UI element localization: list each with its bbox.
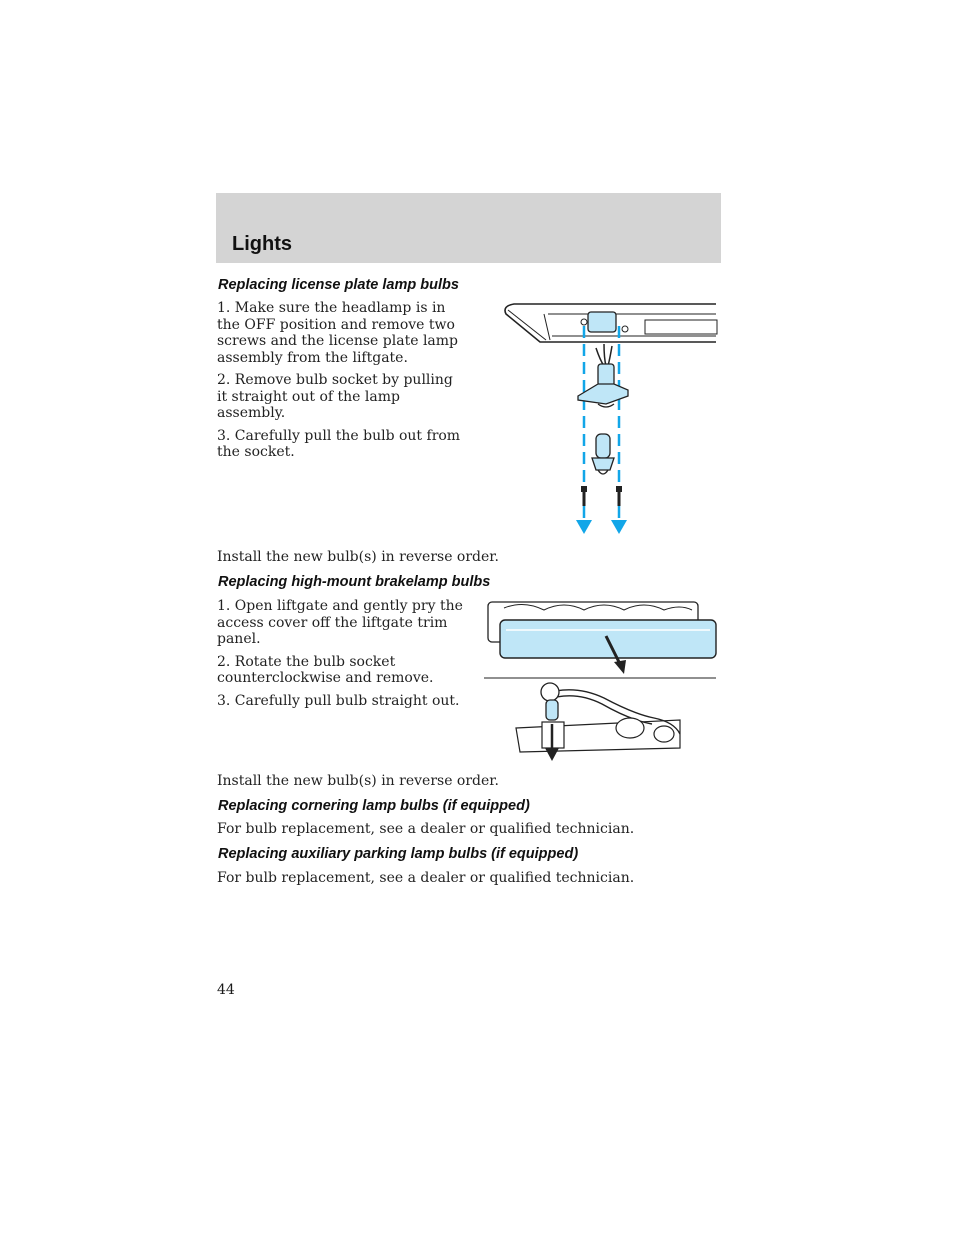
license-lamp-heading: Replacing license plate lamp bulbs bbox=[218, 277, 459, 293]
license-install-note: Install the new bulb(s) in reverse order. bbox=[217, 549, 499, 565]
brake-step-2: 2. Rotate the bulb socket counterclockwise and remove. bbox=[217, 653, 434, 686]
brake-step-1: 1. Open liftgate and gently pry the access cover off the liftgate trim panel. bbox=[217, 598, 463, 647]
license-lamp-steps bbox=[217, 300, 467, 467]
section-header-band bbox=[216, 193, 721, 263]
brake-install-note: Install the new bulb(s) in reverse order. bbox=[217, 773, 499, 789]
section-title: Lights bbox=[232, 233, 292, 255]
brake-step-3: 3. Carefully pull bulb straight out. bbox=[217, 692, 460, 709]
license-lamp-illustration bbox=[500, 300, 722, 540]
auxiliary-lamp-text: For bulb replacement, see a dealer or qualified technician. bbox=[217, 870, 635, 886]
license-step-1: 1. Make sure the headlamp is in the OFF position and remove two screws and the license plate lamp assembly from the liftgate. bbox=[217, 300, 459, 366]
auxiliary-lamp-heading: Replacing auxiliary parking lamp bulbs (if equipped) bbox=[218, 846, 579, 862]
license-step-2: 2. Remove bulb socket by pulling it straight out of the lamp assembly. bbox=[217, 372, 453, 421]
brakelamp-illustration bbox=[484, 598, 718, 766]
page-number: 44 bbox=[217, 982, 235, 998]
brake-lamp-heading: Replacing high-mount brakelamp bulbs bbox=[218, 574, 491, 590]
cornering-lamp-heading: Replacing cornering lamp bulbs (if equipped) bbox=[218, 798, 530, 814]
brake-lamp-steps bbox=[217, 598, 467, 715]
license-step-3: 3. Carefully pull the bulb out from the socket. bbox=[217, 427, 461, 460]
cornering-lamp-text: For bulb replacement, see a dealer or qualified technician. bbox=[217, 821, 635, 837]
